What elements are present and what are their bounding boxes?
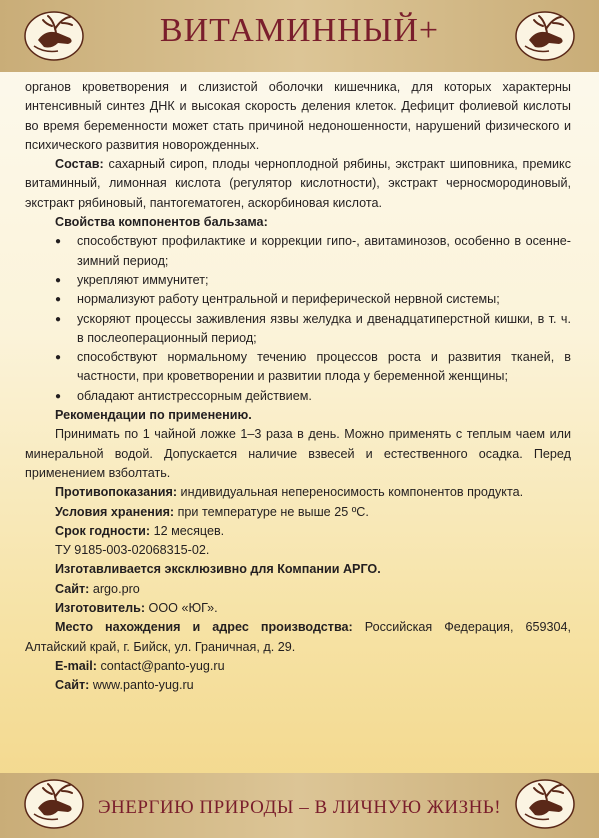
shelf-life-label: Срок годности: xyxy=(55,523,151,538)
manufacturer-label: Изготовитель: xyxy=(55,601,146,616)
contraindications-label: Противопоказания: xyxy=(55,485,178,500)
main-content xyxy=(25,78,571,696)
list-item: ● нормализуют работу центральной и периферической нервной системы; xyxy=(77,290,571,309)
site-line xyxy=(25,676,571,695)
properties-list xyxy=(25,232,571,406)
footer-band xyxy=(0,773,599,838)
shelf-life-line xyxy=(25,522,571,541)
site-label: Сайт: xyxy=(55,678,90,693)
manufacturer-text: ООО «ЮГ». xyxy=(145,601,218,616)
header-band xyxy=(0,0,599,72)
composition-label: Состав: xyxy=(55,157,104,172)
address-text: Российская Федерация, 659304, Алтайский край, г. Бийск, ул. Граничная, д. 29. xyxy=(25,620,572,654)
manufacturer-line xyxy=(25,599,571,618)
footer-slogan: ЭНЕРГИЮ ПРИРОДЫ – В ЛИЧНУЮ ЖИЗНЬ! xyxy=(97,797,502,818)
recommendations-heading: Рекомендации по применению. xyxy=(55,408,252,423)
deer-emblem-icon xyxy=(515,11,575,61)
list-item: ● укрепляют иммунитет; xyxy=(77,271,571,290)
exclusive-line: Изготавливается эксклюзивно для Компании АРГО. xyxy=(55,562,381,577)
site-link[interactable]: www.panto-yug.ru xyxy=(89,678,194,693)
contraindications-line xyxy=(25,483,571,502)
shelf-life-text: 12 месяцев. xyxy=(150,523,225,538)
site-link[interactable]: argo.pro xyxy=(89,581,140,596)
tu-line: ТУ 9185-003-02068315-02. xyxy=(55,543,210,558)
email-label: E-mail: xyxy=(55,658,97,673)
email-line xyxy=(25,657,571,676)
email-link[interactable]: contact@panto-yug.ru xyxy=(97,658,225,673)
deer-emblem-icon xyxy=(515,779,575,829)
composition-text: сахарный сироп, плоды черноплодной рябины, экстракт шиповника, премикс витаминный, лимонная кислота (регулятор кислотности), экстракт черносмородиновый, экстракт рябиновый, пантогематоген, аскорбиновая кислота. xyxy=(25,157,571,210)
header-title: ВИТАМИННЫЙ+ xyxy=(159,12,440,49)
site-line xyxy=(25,580,571,599)
list-item: ● способствуют нормальному течению процессов роста и развития тканей, в частности, при кроветворении и развитии плода у беременной женщины; xyxy=(77,348,571,387)
storage-text: при температуре не выше 25 ºС. xyxy=(174,504,369,519)
list-item: ● ускоряют процессы заживления язвы желудка и двенадцатиперстной кишки, в т. ч. в послеоперационный период; xyxy=(77,310,571,349)
properties-heading: Свойства компонентов бальзама: xyxy=(55,215,268,230)
site-label: Сайт: xyxy=(55,581,90,596)
list-item: ● способствуют профилактике и коррекции гипо-, авитаминозов, особенно в осенне-зимний период; xyxy=(77,232,571,271)
list-item: ● обладают антистрессорным действием. xyxy=(77,387,571,406)
contraindications-text: индивидуальная непереносимость компонентов продукта. xyxy=(177,485,524,500)
address-paragraph xyxy=(25,618,571,657)
recommendations-paragraph: Принимать по 1 чайной ложке 1–3 раза в день. Можно применять с теплым чаем или минеральной водой. Допускается наличие взвесей и естественного осадка. Перед применением взболтать. xyxy=(25,427,571,480)
storage-label: Условия хранения: xyxy=(55,504,175,519)
composition-paragraph xyxy=(25,155,571,213)
storage-line xyxy=(25,503,571,522)
intro-paragraph: органов кроветворения и слизистой оболочки кишечника, для которых характерны интенсивный синтез ДНК и высокая скорость деления клеток. Дефицит фолиевой кислоты во время беременности может стать причиной недоношенности, нарушений физического и психического развития новорожденных. xyxy=(25,80,571,152)
address-label: Место нахождения и адрес производства: xyxy=(55,620,353,635)
